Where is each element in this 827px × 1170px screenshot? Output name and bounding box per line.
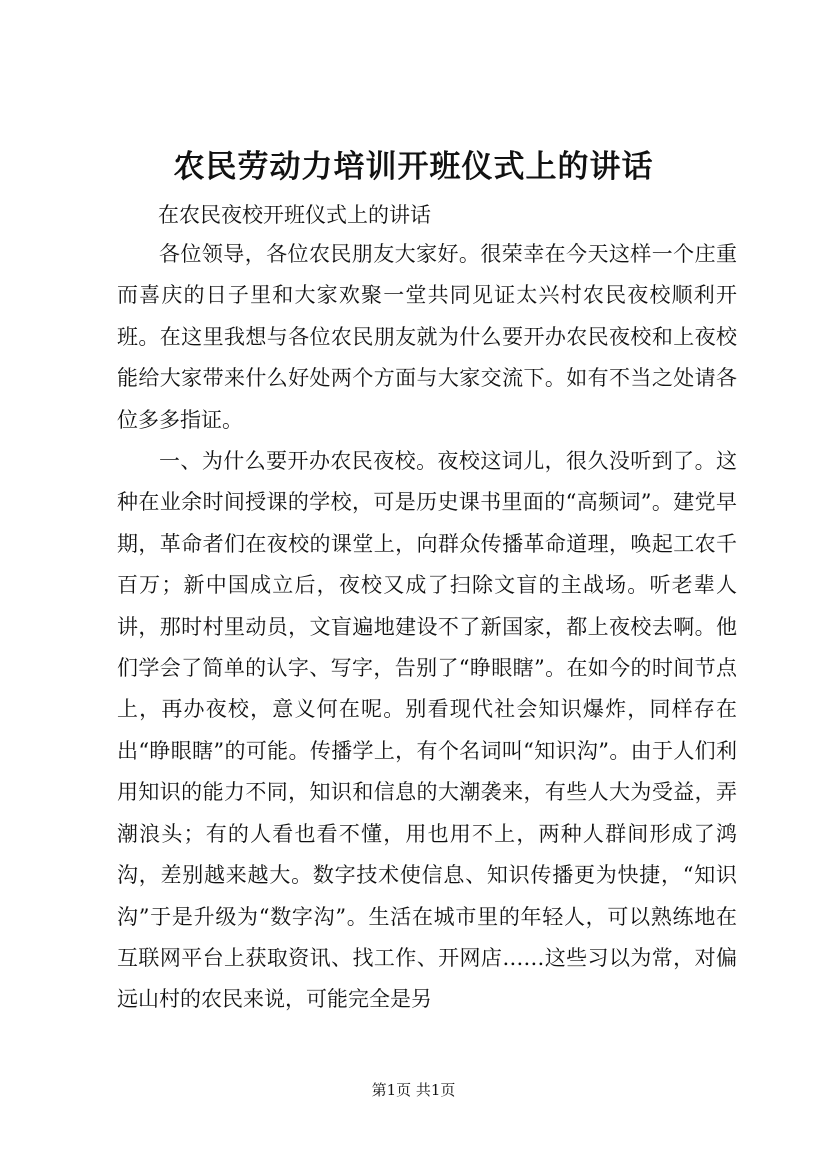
document-subtitle: 在农民夜校开班仪式上的讲话 [158, 203, 431, 227]
document-body [117, 234, 737, 1021]
page-footer: 第1页 共1页 [371, 1081, 456, 1099]
body-paragraph: 各位领导，各位农民朋友大家好。很荣幸在今天这样一个庄重而喜庆的日子里和大家欢聚一堂共同见证太兴村农民夜校顺利开班。在这里我想与各位农民朋友就为什么要开办农民夜校和上夜校能给大家带来什么好处两个方面与大家交流下。如有不当之处请各位多多指证。 [117, 242, 737, 432]
body-paragraph: 一、为什么要开办农民夜校。夜校这词儿，很久没听到了。这种在业余时间授课的学校，可是历史课书里面的“高频词”。建党早期，革命者们在夜校的课堂上，向群众传播革命道理，唤起工农千百万；新中国成立后，夜校又成了扫除文盲的主战场。听老辈人讲，那时村里动员，文盲遍地建设不了新国家，都上夜校去啊。他们学会了简单的认字、写字，告别了“睁眼瞎”。在如今的时间节点上，再办夜校，意义何在呢。别看现代社会知识爆炸，同样存在出“睁眼瞎”的可能。传播学上，有个名词叫“知识沟”。由于人们利用知识的能力不同，知识和信息的大潮袭来，有些人大为受益，弄潮浪头；有的人看也看不懂，用也用不上，两种人群间形成了鸿沟，差别越来越大。数字技术使信息、知识传播更为快捷，“知识沟”于是升级为“数字沟”。生活在城市里的年轻人，可以熟练地在互联网平台上获取资讯、找工作、开网店……这些习以为常，对偏远山村的农民来说，可能完全是另 [117, 449, 737, 1012]
document-title: 农民劳动力培训开班仪式上的讲话 [173, 149, 654, 185]
